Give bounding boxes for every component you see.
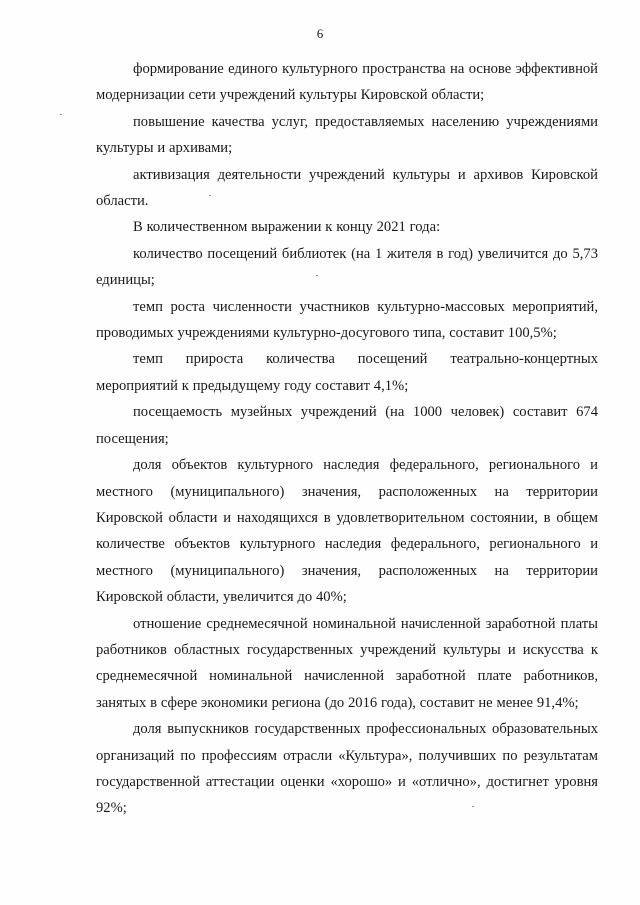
- paragraph-7: темп прироста количества посещений театрально-концертных мероприятий к предыдущему году составит 4,1%;: [96, 351, 598, 394]
- paragraph-8: посещаемость музейных учреждений (на 1000 человек) составит 674 посещения;: [96, 404, 598, 447]
- paragraph-9: доля объектов культурного наследия федерального, регионального и местного (муниципального) значения, расположенных на территории Кировской области и находящихся в удовлетворительном состоянии, в общем количестве объектов культурного наследия федерального, регионального и местного (муниципального) значения, расположенных на территории Кировской области, увеличится до 40%;: [96, 457, 598, 606]
- paragraph-6: темп роста численности участников культурно-массовых мероприятий, проводимых учреждениями культурно-досугового типа, составит 100,5%;: [96, 298, 598, 342]
- paragraph-11: доля выпускников государственных профессиональных образовательных организаций по профессиям отрасли «Культура», получивших по результатам государственной аттестации оценки «хорошо» и «отлично», достигнет уровня 92%;: [96, 721, 598, 817]
- paragraph-10: отношение среднемесячной номинальной начисленной заработной платы работников областных государственных учреждений культуры и искусства к среднемесячной номинальной начисленной заработной плате работников, занятых в сфере экономики региона (до 2016 года), составит не менее 91,4%;: [96, 615, 598, 711]
- paragraph-5: количество посещений библиотек (на 1 жителя в год) увеличится до 5,73 единицы;: [96, 245, 598, 289]
- document-body: [96, 56, 598, 822]
- paragraph-4: В количественном выражении к концу 2021 года:: [133, 219, 441, 236]
- scan-speck: [60, 114, 62, 115]
- paragraph-2: повышение качества услуг, предоставляемых населению учреждениями культуры и архивами;: [96, 113, 598, 157]
- paragraph-3: активизация деятельности учреждений культуры и архивов Кировской области.: [96, 166, 598, 210]
- paragraph-1: формирование единого культурного пространства на основе эффективной модернизации сети учреждений культуры Кировской области;: [96, 61, 598, 104]
- scan-speck: [472, 806, 474, 807]
- page-number: 6: [316, 26, 324, 41]
- scan-speck: [316, 275, 318, 276]
- scan-speck: [209, 195, 211, 196]
